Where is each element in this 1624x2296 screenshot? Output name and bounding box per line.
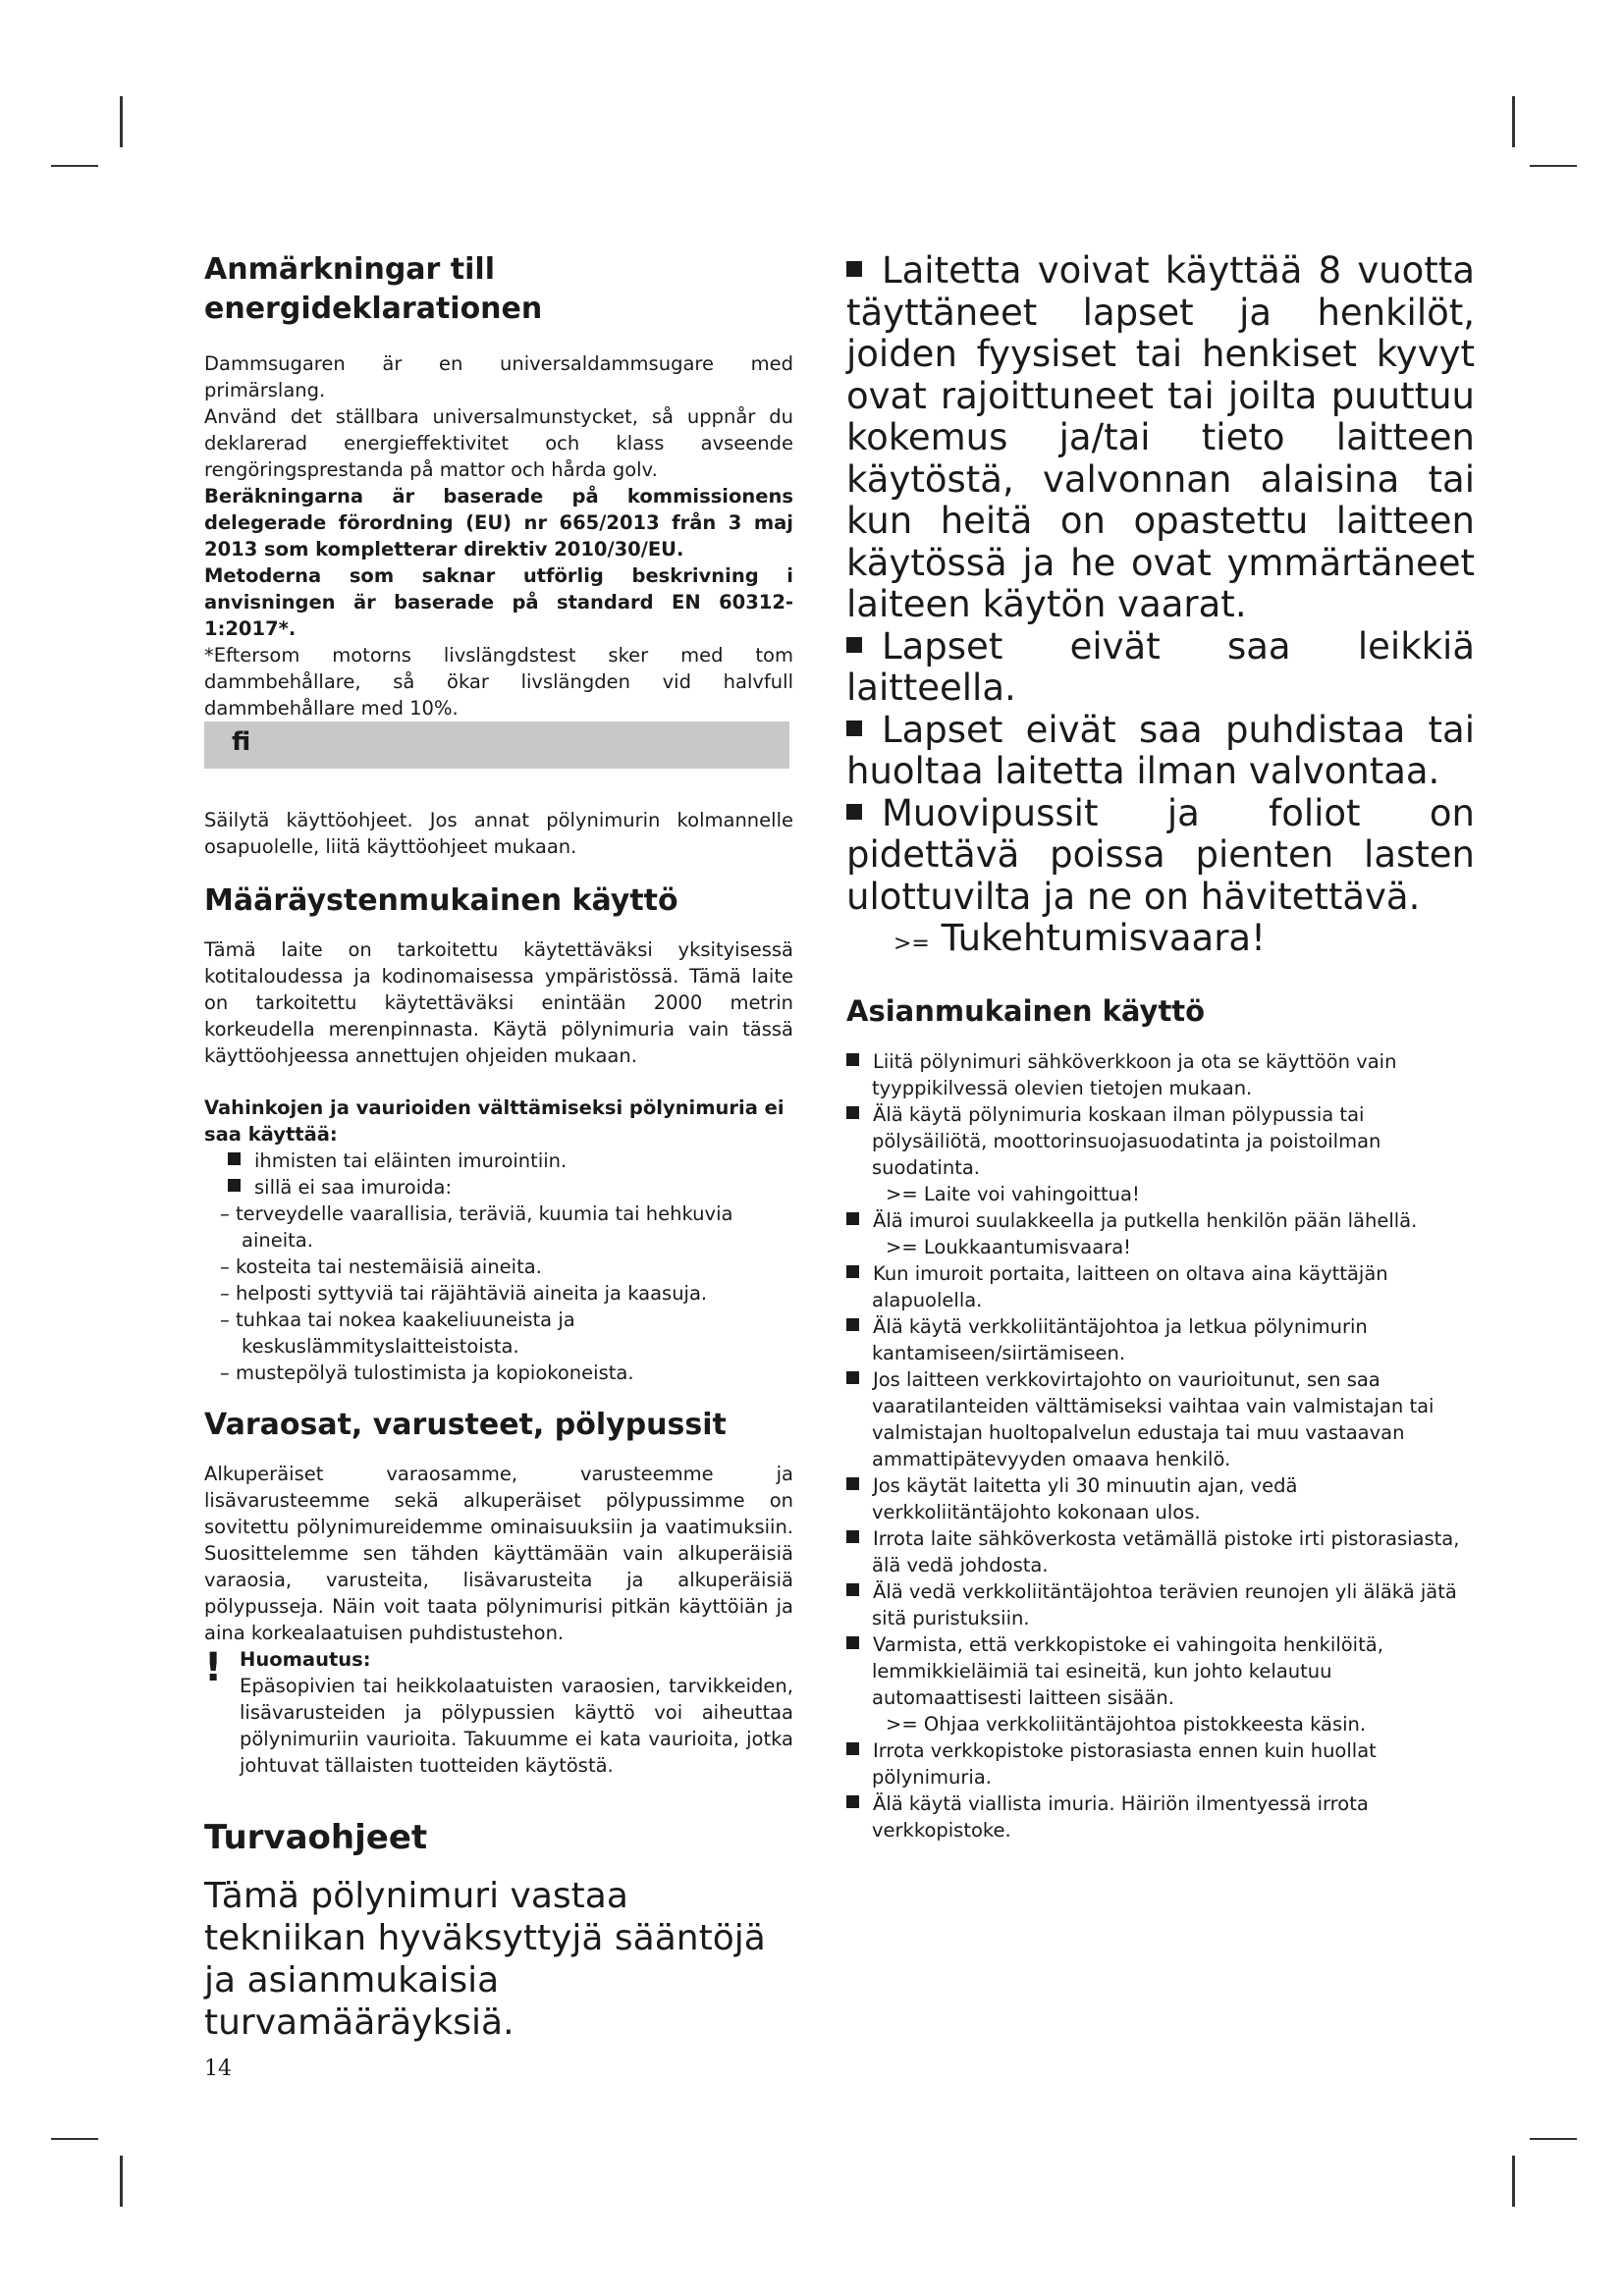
big-list-item: Laitetta voivat käyttää 8 vuotta täyttäneet lapset ja henkilöt, joiden fyysiset tai henkiset kyvyt ovat rajoittuneet tai joilta puuttuu kokemus ja/tai tieto laitteen käytöstä, valvonnan alaisina tai kun heitä on opastettu laitteen käytössä ja he ovat ymmärtäneet laiteen käytön vaarat. xyxy=(846,249,1475,625)
crop-mark xyxy=(1530,2138,1577,2140)
proper-use-heading: Asianmukainen käyttö xyxy=(846,993,1206,1028)
crop-mark xyxy=(120,2156,123,2207)
list-item: Jos laitteen verkkovirtajohto on vaurioitunut, sen saa vaaratilanteiden välttämiseksi vaihtaa vain valmistajan tai valmistajan huoltopalvelun edustaja tai muu vastaavan ammattipätevyyden omaava henkilö. xyxy=(846,1366,1475,1472)
bullet-icon xyxy=(228,1179,241,1192)
big-list-item: Lapset eivät saa puhdistaa tai huoltaa laitetta ilman valvontaa. xyxy=(846,708,1475,792)
sub-list-item: – tuhkaa tai nokea kaakeliuuneista ja keskuslämmityslaitteistoista. xyxy=(220,1308,575,1358)
list-item: Älä käytä viallista imuria. Häiriön ilmentyessä irrota verkkopistoke. xyxy=(846,1790,1475,1843)
warning-line: >= Ohjaa verkkoliitäntäjohtoa pistokkeesta käsin. xyxy=(886,1712,1367,1735)
list-item: Kun imuroit portaita, laitteen on oltava aina käyttäjän alapuolella. xyxy=(846,1260,1475,1313)
crop-mark xyxy=(120,96,123,147)
big-list-item: Lapset eivät saa leikkiä laitteella. xyxy=(846,624,1475,709)
usage-text: Tämä laite on tarkoitettu käytettäväksi yksityisessä kotitaloudessa ja kodinomaisessa ympäristössä. Tämä laite on tarkoitettu käytettäväksi enintään 2000 metrin korkeudella merenpinnasta. Käytä pölynimuria vain tässä käyttöohjeessa annettujen ohjeiden mukaan. xyxy=(204,938,793,1067)
energy-footnote: *Eftersom motorns livslängdstest sker med tom dammbehållare, så ökar livslängden vid halvfull dammbehållare med 10%. xyxy=(204,644,793,720)
bullet-icon xyxy=(846,1795,859,1808)
bullet-icon xyxy=(846,637,862,653)
warning-line: >= Loukkaantumisvaara! xyxy=(886,1235,1131,1258)
sub-list-item: – mustepölyä tulostimista ja kopiokoneista. xyxy=(220,1362,634,1384)
list-item: sillä ei saa imuroida: xyxy=(204,1174,793,1201)
bullet-icon xyxy=(228,1152,241,1165)
list-item: Liitä pölynimuri sähköverkkoon ja ota se käyttöön vain tyyppikilvessä olevien tietojen mukaan. xyxy=(846,1048,1475,1101)
energy-paragraph-bold: Beräkningarna är baserade på kommissionens delegerade förordning (EU) nr 665/2013 från 3 maj 2013 som kompletterar direktiv 2010/30/EU. xyxy=(204,485,793,561)
list-item: Irrota verkkopistoke pistorasiasta ennen kuin huollat pölynimuria. xyxy=(846,1737,1475,1790)
list-item: Älä käytä pölynimuria koskaan ilman pölypussia tai pölysäiliötä, moottorinsuojasuodatinta ja poistoilman suodatinta. xyxy=(846,1101,1475,1181)
warning-icon: ! xyxy=(204,1645,223,1690)
language-bar xyxy=(204,721,789,769)
bullet-icon xyxy=(846,721,862,736)
safety-intro: Tämä pölynimuri vastaa tekniikan hyväksyttyjä sääntöjä ja asianmukaisia turvamääräyksiä. xyxy=(204,1876,766,2043)
bullet-icon xyxy=(846,1265,859,1278)
crop-mark xyxy=(1512,2156,1515,2207)
bullet-icon xyxy=(846,1106,859,1119)
sub-list-item: – terveydelle vaarallisia, teräviä, kuumia tai hehkuvia aineita. xyxy=(220,1202,733,1252)
language-code: fi xyxy=(232,727,251,757)
note-block xyxy=(204,1646,793,1779)
bullet-icon xyxy=(846,1371,859,1384)
bullet-icon xyxy=(846,1212,859,1225)
crop-mark xyxy=(51,2138,98,2140)
list-item: Jos käytät laitetta yli 30 minuutin ajan, vedä verkkoliitäntäjohto kokonaan ulos. xyxy=(846,1472,1475,1525)
crop-mark xyxy=(1512,96,1515,147)
damage-heading: Vahinkojen ja vaurioiden välttämiseksi pölynimuria ei saa käyttää: xyxy=(204,1096,785,1146)
page-number: 14 xyxy=(204,2056,232,2081)
crop-mark xyxy=(51,165,98,167)
left-column xyxy=(204,250,793,721)
note-label: Huomautus: xyxy=(240,1648,371,1671)
list-item: Älä käytä verkkoliitäntäjohtoa ja letkua pölynimurin kantamiseen/siirtämiseen. xyxy=(846,1313,1475,1366)
energy-paragraph: Använd det ställbara universalmunstycket, så uppnår du deklarerad energieffektivitet och klass avseende rengöringsprestanda på mattor och hårda golv. xyxy=(204,405,793,481)
sub-list-item: – kosteita tai nestemäisiä aineita. xyxy=(220,1255,542,1278)
left-column-lower xyxy=(204,807,793,2044)
sub-list-item: – helposti syttyviä tai räjähtäviä aineita ja kaasuja. xyxy=(220,1282,708,1305)
energy-paragraph-bold: Metoderna som saknar utförlig beskrivning i anvisningen är baserade på standard EN 60312-1:2017*. xyxy=(204,564,793,640)
right-column xyxy=(846,250,1475,1843)
big-warning: >= Tukehtumisvaara! xyxy=(893,917,1266,959)
bullet-icon xyxy=(846,1636,859,1649)
energy-paragraph: Dammsugaren är en universaldammsugare med primärslang. xyxy=(204,352,793,401)
bullet-icon xyxy=(846,1742,859,1755)
keep-instructions: Säilytä käyttöohjeet. Jos annat pölynimurin kolmannelle osapuolelle, liitä käyttöohjeet mukaan. xyxy=(204,809,793,858)
parts-heading: Varaosat, varusteet, pölypussit xyxy=(204,1408,727,1442)
bullet-icon xyxy=(846,804,862,820)
bullet-icon xyxy=(846,1530,859,1543)
note-text: Epäsopivien tai heikkolaatuisten varaosien, tarvikkeiden, lisävarusteiden ja pölypussien käyttö voi aiheuttaa pölynimuriin vaurioita. Takuumme ei kata vaurioita, jotka johtuvat tällaisten tuotteiden käytöstä. xyxy=(240,1675,793,1777)
parts-text: Alkuperäiset varaosamme, varusteemme ja lisävarusteemme sekä alkuperäiset pölypussimme on sovitettu pölynimureidemme ominaisuuksiin ja vaatimuksiin. Suosittelemme sen tähden käyttämään vain alkuperäisiä varaosia, varusteita, lisävarusteita ja alkuperäisiä pölypusseja. Näin voit taata pölynimurisi pitkän käyttöiän ja aina korkealaatuisen puhdistustehon. xyxy=(204,1463,793,1644)
arrow-icon: >= xyxy=(893,932,930,956)
list-item: ihmisten tai eläinten imurointiin. xyxy=(204,1148,793,1174)
list-item: Älä vedä verkkoliitäntäjohtoa terävien reunojen yli äläkä jätä sitä puristuksiin. xyxy=(846,1578,1475,1631)
safety-heading: Turvaohjeet xyxy=(204,1818,428,1857)
bullet-icon xyxy=(846,1477,859,1490)
energy-heading: Anmärkningar till energideklarationen xyxy=(204,252,543,326)
bullet-icon xyxy=(846,261,862,277)
usage-heading: Määräystenmukainen käyttö xyxy=(204,883,678,918)
crop-mark xyxy=(1530,165,1577,167)
list-item: Varmista, että verkkopistoke ei vahingoita henkilöitä, lemmikkieläimiä tai esineitä, kun johto kelautuu automaattisesti laitteen sisään. xyxy=(846,1631,1475,1711)
bullet-icon xyxy=(846,1583,859,1596)
bullet-icon xyxy=(846,1053,859,1066)
list-item: Älä imuroi suulakkeella ja putkella henkilön pään lähellä. xyxy=(846,1207,1475,1234)
list-item: Irrota laite sähköverkosta vetämällä pistoke irti pistorasiasta, älä vedä johdosta. xyxy=(846,1525,1475,1578)
big-list-item: Muovipussit ja foliot on pidettävä poissa pienten lasten ulottuvilta ja ne on hävitettävä. xyxy=(846,791,1475,918)
bullet-icon xyxy=(846,1318,859,1331)
warning-line: >= Laite voi vahingoittua! xyxy=(886,1182,1140,1205)
